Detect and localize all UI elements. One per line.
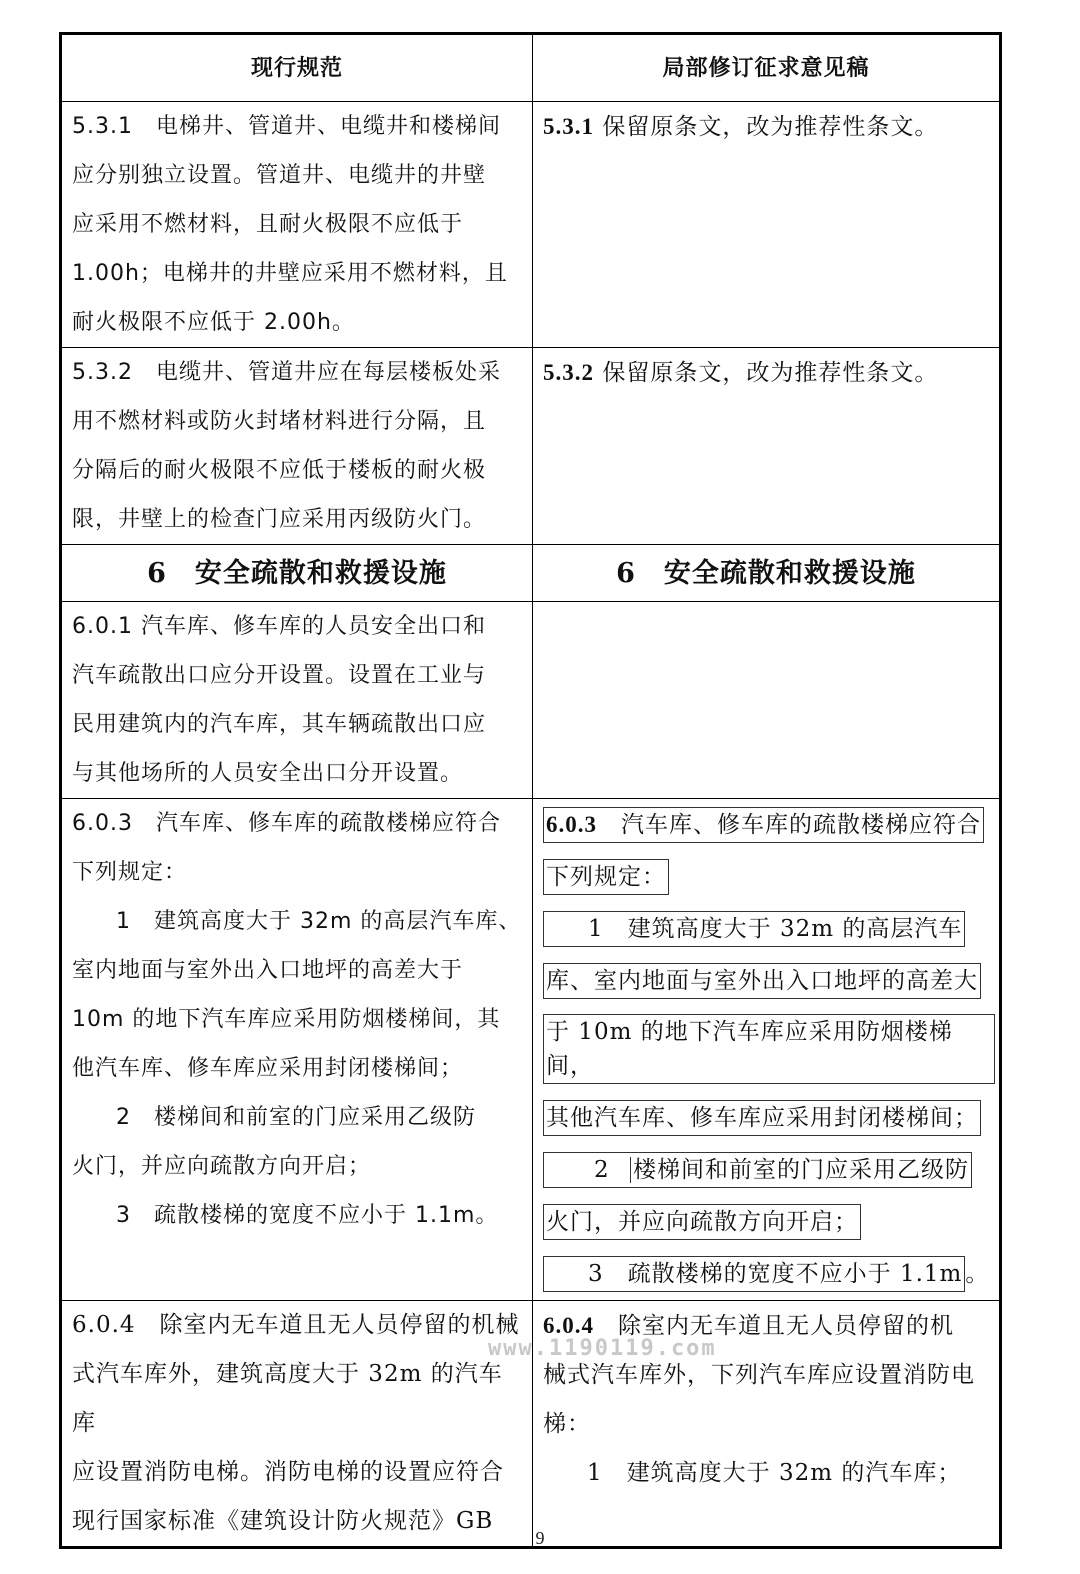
text-line: 梯：: [543, 1411, 591, 1437]
table-row-5-3-1: [61, 102, 1001, 348]
boxed-line: 3 疏散楼梯的宽度不应小于 1.1m: [543, 1256, 965, 1292]
table-row-6-0-1: [61, 602, 1001, 799]
text-line: 与其他场所的人员安全出口分开设置。: [72, 761, 464, 786]
text-line: 分隔后的耐火极限不应低于楼板的耐火极: [72, 458, 487, 483]
text-line: 下列规定：: [72, 860, 188, 885]
text-line: 民用建筑内的汽车库，其车辆疏散出口应: [72, 712, 487, 737]
text-line: 应采用不燃材料，且耐火极限不应低于: [72, 212, 464, 237]
comparison-table: [59, 32, 1002, 1549]
text-line: 1 建筑高度大于 32m 的汽车库；: [587, 1460, 962, 1486]
section-6-title-current: 6 安全疏散和救援设施: [61, 545, 533, 602]
text-line: 2 楼梯间和前室的门应采用乙级防: [116, 1105, 476, 1130]
clause-6-0-3-revision: [533, 799, 1001, 1301]
clause-number: 5.3.1: [543, 114, 594, 139]
text-line: 6.0.3 汽车库、修车库的疏散楼梯应符合: [72, 811, 501, 836]
text-line: 械式汽车库外，下列汽车库应设置消防电: [543, 1362, 975, 1388]
clause-6-0-4-current: [61, 1301, 533, 1548]
table-row-6-0-3: [61, 799, 1001, 1301]
text-line: 5.3.2 电缆井、管道井应在每层楼板处采: [72, 360, 501, 385]
clause-number: 6.0.4: [543, 1313, 594, 1338]
text-line: 限，井壁上的检查门应采用丙级防火门。: [72, 507, 487, 532]
header-revision-draft: 局部修订征求意见稿: [533, 34, 1001, 102]
text-line: 火门，并应向疏散方向开启；: [72, 1154, 372, 1179]
text-line: 楼梯间和前室的门应采用乙级防: [630, 1157, 969, 1183]
clause-6-0-1-revision-empty: [533, 602, 1001, 799]
clause-5-3-1-current: [61, 102, 533, 348]
clause-text: 保留原条文，改为推荐性条文。: [602, 360, 939, 386]
text-line: 应设置消防电梯。消防电梯的设置应符合: [72, 1459, 504, 1485]
text-line: 用不燃材料或防火封堵材料进行分隔，且: [72, 409, 487, 434]
section-6-row: [61, 545, 1001, 602]
boxed-line: 其他汽车库、修车库应采用封闭楼梯间；: [543, 1100, 981, 1136]
clause-5-3-1-revision: [533, 102, 1001, 348]
item-number: 2: [594, 1157, 610, 1183]
text-line: 汽车库、修车库的疏散楼梯应符合: [621, 812, 981, 838]
clause-5-3-2-revision: [533, 348, 1001, 545]
text-line: 应分别独立设置。管道井、电缆井的井壁: [72, 163, 487, 188]
page-number: 9: [535, 1528, 545, 1548]
text-line: 1.00h；电梯井的井壁应采用不燃材料，且: [72, 261, 508, 286]
clause-text: 保留原条文，改为推荐性条文。: [602, 114, 939, 140]
boxed-line: 1 建筑高度大于 32m 的高层汽车: [543, 911, 965, 947]
text-tail: 。: [965, 1261, 990, 1287]
boxed-line: [543, 807, 984, 843]
text-line: 式汽车库外，建筑高度大于 32m 的汽车库: [72, 1361, 503, 1436]
boxed-line: 于 10m 的地下汽车库应采用防烟楼梯间，: [543, 1014, 995, 1084]
clause-number: 5.3.2: [543, 360, 594, 385]
table-header-row: [61, 34, 1001, 102]
watermark: www.1190119.com: [488, 1336, 717, 1361]
clause-5-3-2-current: [61, 348, 533, 545]
text-line: 6.0.1 汽车库、修车库的人员安全出口和: [72, 614, 486, 639]
text-line: 室内地面与室外出入口地坪的高差大于: [72, 958, 464, 983]
table-row-5-3-2: [61, 348, 1001, 545]
text-line: 1 建筑高度大于 32m 的高层汽车库、: [116, 909, 522, 934]
text-line: 除室内无车道且无人员停留的机: [618, 1313, 954, 1339]
text-line: 3 疏散楼梯的宽度不应小于 1.1m。: [116, 1203, 499, 1228]
clause-number: 6.0.3: [546, 812, 597, 837]
boxed-line: [543, 1152, 972, 1188]
clause-6-0-1-current: [61, 602, 533, 799]
text-line: 6.0.4 除室内无车道且无人员停留的机械: [72, 1312, 520, 1338]
text-line: 10m 的地下汽车库应采用防烟楼梯间，其: [72, 1007, 501, 1032]
header-current-spec: 现行规范: [61, 34, 533, 102]
boxed-line: 下列规定：: [543, 859, 669, 895]
text-line: 汽车疏散出口应分开设置。设置在工业与: [72, 663, 487, 688]
clause-6-0-3-current: [61, 799, 533, 1301]
boxed-line: 火门，并应向疏散方向开启；: [543, 1204, 861, 1240]
text-line: 他汽车库、修车库应采用封闭楼梯间；: [72, 1056, 464, 1081]
text-line: 耐火极限不应低于 2.00h。: [72, 310, 355, 335]
section-6-title-revision: 6 安全疏散和救援设施: [533, 545, 1001, 602]
text-line: 现行国家标准《建筑设计防火规范》GB: [72, 1508, 494, 1534]
text-line: 5.3.1 电梯井、管道井、电缆井和楼梯间: [72, 114, 501, 139]
boxed-line: 库、室内地面与室外出入口地坪的高差大: [543, 963, 981, 999]
